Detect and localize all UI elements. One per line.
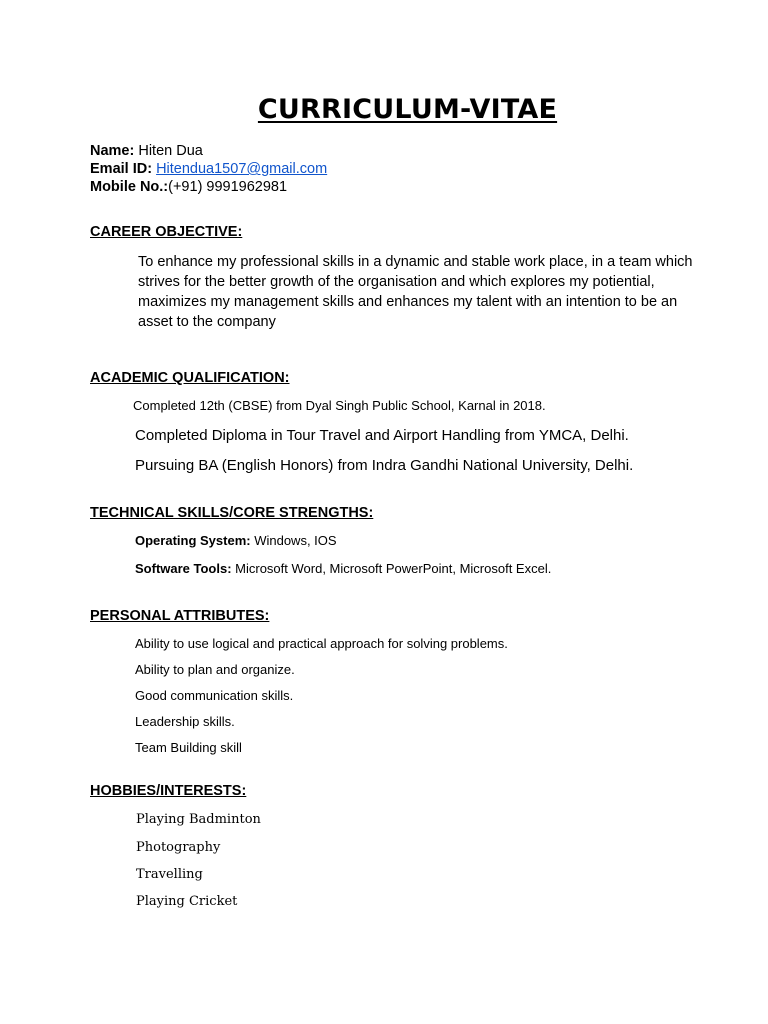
name-row bbox=[90, 142, 327, 160]
personal-heading: PERSONAL ATTRIBUTES: bbox=[90, 608, 270, 624]
os-value: Windows, IOS bbox=[250, 533, 337, 548]
mobile-label: Mobile No.: bbox=[90, 179, 169, 195]
email-label: Email ID: bbox=[90, 161, 153, 177]
software-value: Microsoft Word, Microsoft PowerPoint, Microsoft Excel. bbox=[231, 561, 552, 576]
mobile-value: (+91) 9991962981 bbox=[168, 179, 288, 195]
academic-item: Completed Diploma in Tour Travel and Airport Handling from YMCA, Delhi. bbox=[135, 427, 629, 444]
technical-item-os bbox=[135, 533, 337, 548]
hobby-item: Playing Cricket bbox=[136, 894, 238, 909]
software-label: Software Tools: bbox=[135, 561, 232, 576]
personal-item: Team Building skill bbox=[135, 740, 242, 755]
os-label: Operating System: bbox=[135, 533, 251, 548]
technical-heading: TECHNICAL SKILLS/CORE STRENGTHS: bbox=[90, 505, 374, 521]
hobbies-heading: HOBBIES/INTERESTS: bbox=[90, 783, 247, 799]
career-objective-heading: CAREER OBJECTIVE: bbox=[90, 224, 243, 240]
document-title: CURRICULUM-VITAE bbox=[257, 94, 558, 125]
email-row bbox=[90, 160, 327, 178]
hobby-item: Travelling bbox=[136, 867, 203, 882]
personal-item: Ability to plan and organize. bbox=[135, 662, 295, 677]
personal-item: Good communication skills. bbox=[135, 688, 294, 703]
contact-block bbox=[90, 142, 327, 196]
name-label: Name: bbox=[90, 143, 135, 159]
email-link[interactable]: Hitendua1507@gmail.com bbox=[156, 161, 328, 177]
hobby-item: Playing Badminton bbox=[136, 812, 261, 827]
academic-item: Pursuing BA (English Honors) from Indra Gandhi National University, Delhi. bbox=[135, 457, 634, 474]
mobile-row bbox=[90, 178, 327, 196]
technical-item-software bbox=[135, 561, 551, 576]
hobby-item: Photography bbox=[136, 840, 221, 855]
academic-heading: ACADEMIC QUALIFICATION: bbox=[90, 370, 290, 386]
academic-item: Completed 12th (CBSE) from Dyal Singh Public School, Karnal in 2018. bbox=[133, 398, 546, 413]
name-value: Hiten Dua bbox=[134, 143, 203, 159]
personal-item: Ability to use logical and practical approach for solving problems. bbox=[135, 636, 508, 651]
personal-item: Leadership skills. bbox=[135, 714, 235, 729]
career-objective-text: To enhance my professional skills in a dynamic and stable work place, in a team which strives for the better growth of the organisation and which explores my potiential, maximizes my management skills and enhances my talent with an intention to be an asset to the company bbox=[138, 254, 693, 330]
